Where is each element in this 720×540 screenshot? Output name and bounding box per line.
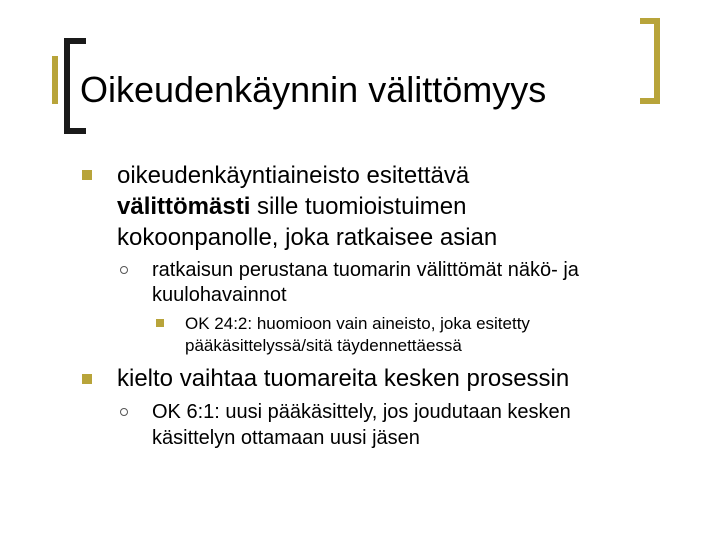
title-bracket-accent [52, 56, 58, 104]
page-title: Oikeudenkäynnin välittömyys [80, 69, 547, 110]
bullet-1-line-2 [117, 191, 466, 222]
title-bracket-left-bottom [64, 128, 86, 134]
title-bracket-right-bottom [640, 98, 660, 104]
bullet-1-line-3: kokoonpanolle, joka ratkaisee asian [117, 224, 498, 251]
bullet-1-line-2-rest: sille tuomioistuimen [250, 193, 467, 220]
sub-bullet-2-line-2: käsittelyn ottamaan uusi jäsen [152, 427, 420, 449]
bullet-ring-icon [120, 266, 128, 274]
title-bracket-right [654, 18, 660, 104]
title-bracket-right-top [640, 18, 660, 24]
title-bracket-left [64, 38, 70, 134]
bullet-square-icon [82, 170, 92, 180]
bullet-1-line-1: oikeudenkäyntiaineisto esitettävä [117, 162, 470, 189]
bullet-square-small-icon [156, 319, 164, 327]
bullet-2-line-1: kielto vaihtaa tuomareita kesken prosessin [117, 365, 570, 392]
bullet-square-icon [82, 374, 92, 384]
bullet-1-emphasis: välittömästi [117, 193, 251, 220]
title-bracket-left-top [64, 38, 86, 44]
subsub-bullet-line-2: pääkäsittelyssä/sitä täydennettäessä [185, 336, 462, 355]
bullet-ring-icon [120, 408, 128, 416]
subsub-bullet-line-1: OK 24:2: huomioon vain aineisto, joka esitetty [185, 314, 530, 333]
sub-bullet-2-line-1: OK 6:1: uusi pääkäsittely, jos joudutaan kesken [152, 401, 571, 423]
sub-bullet-1-line-1: ratkaisun perustana tuomarin välittömät näkö- ja [152, 259, 579, 281]
sub-bullet-1-line-2: kuulohavainnot [152, 284, 287, 306]
